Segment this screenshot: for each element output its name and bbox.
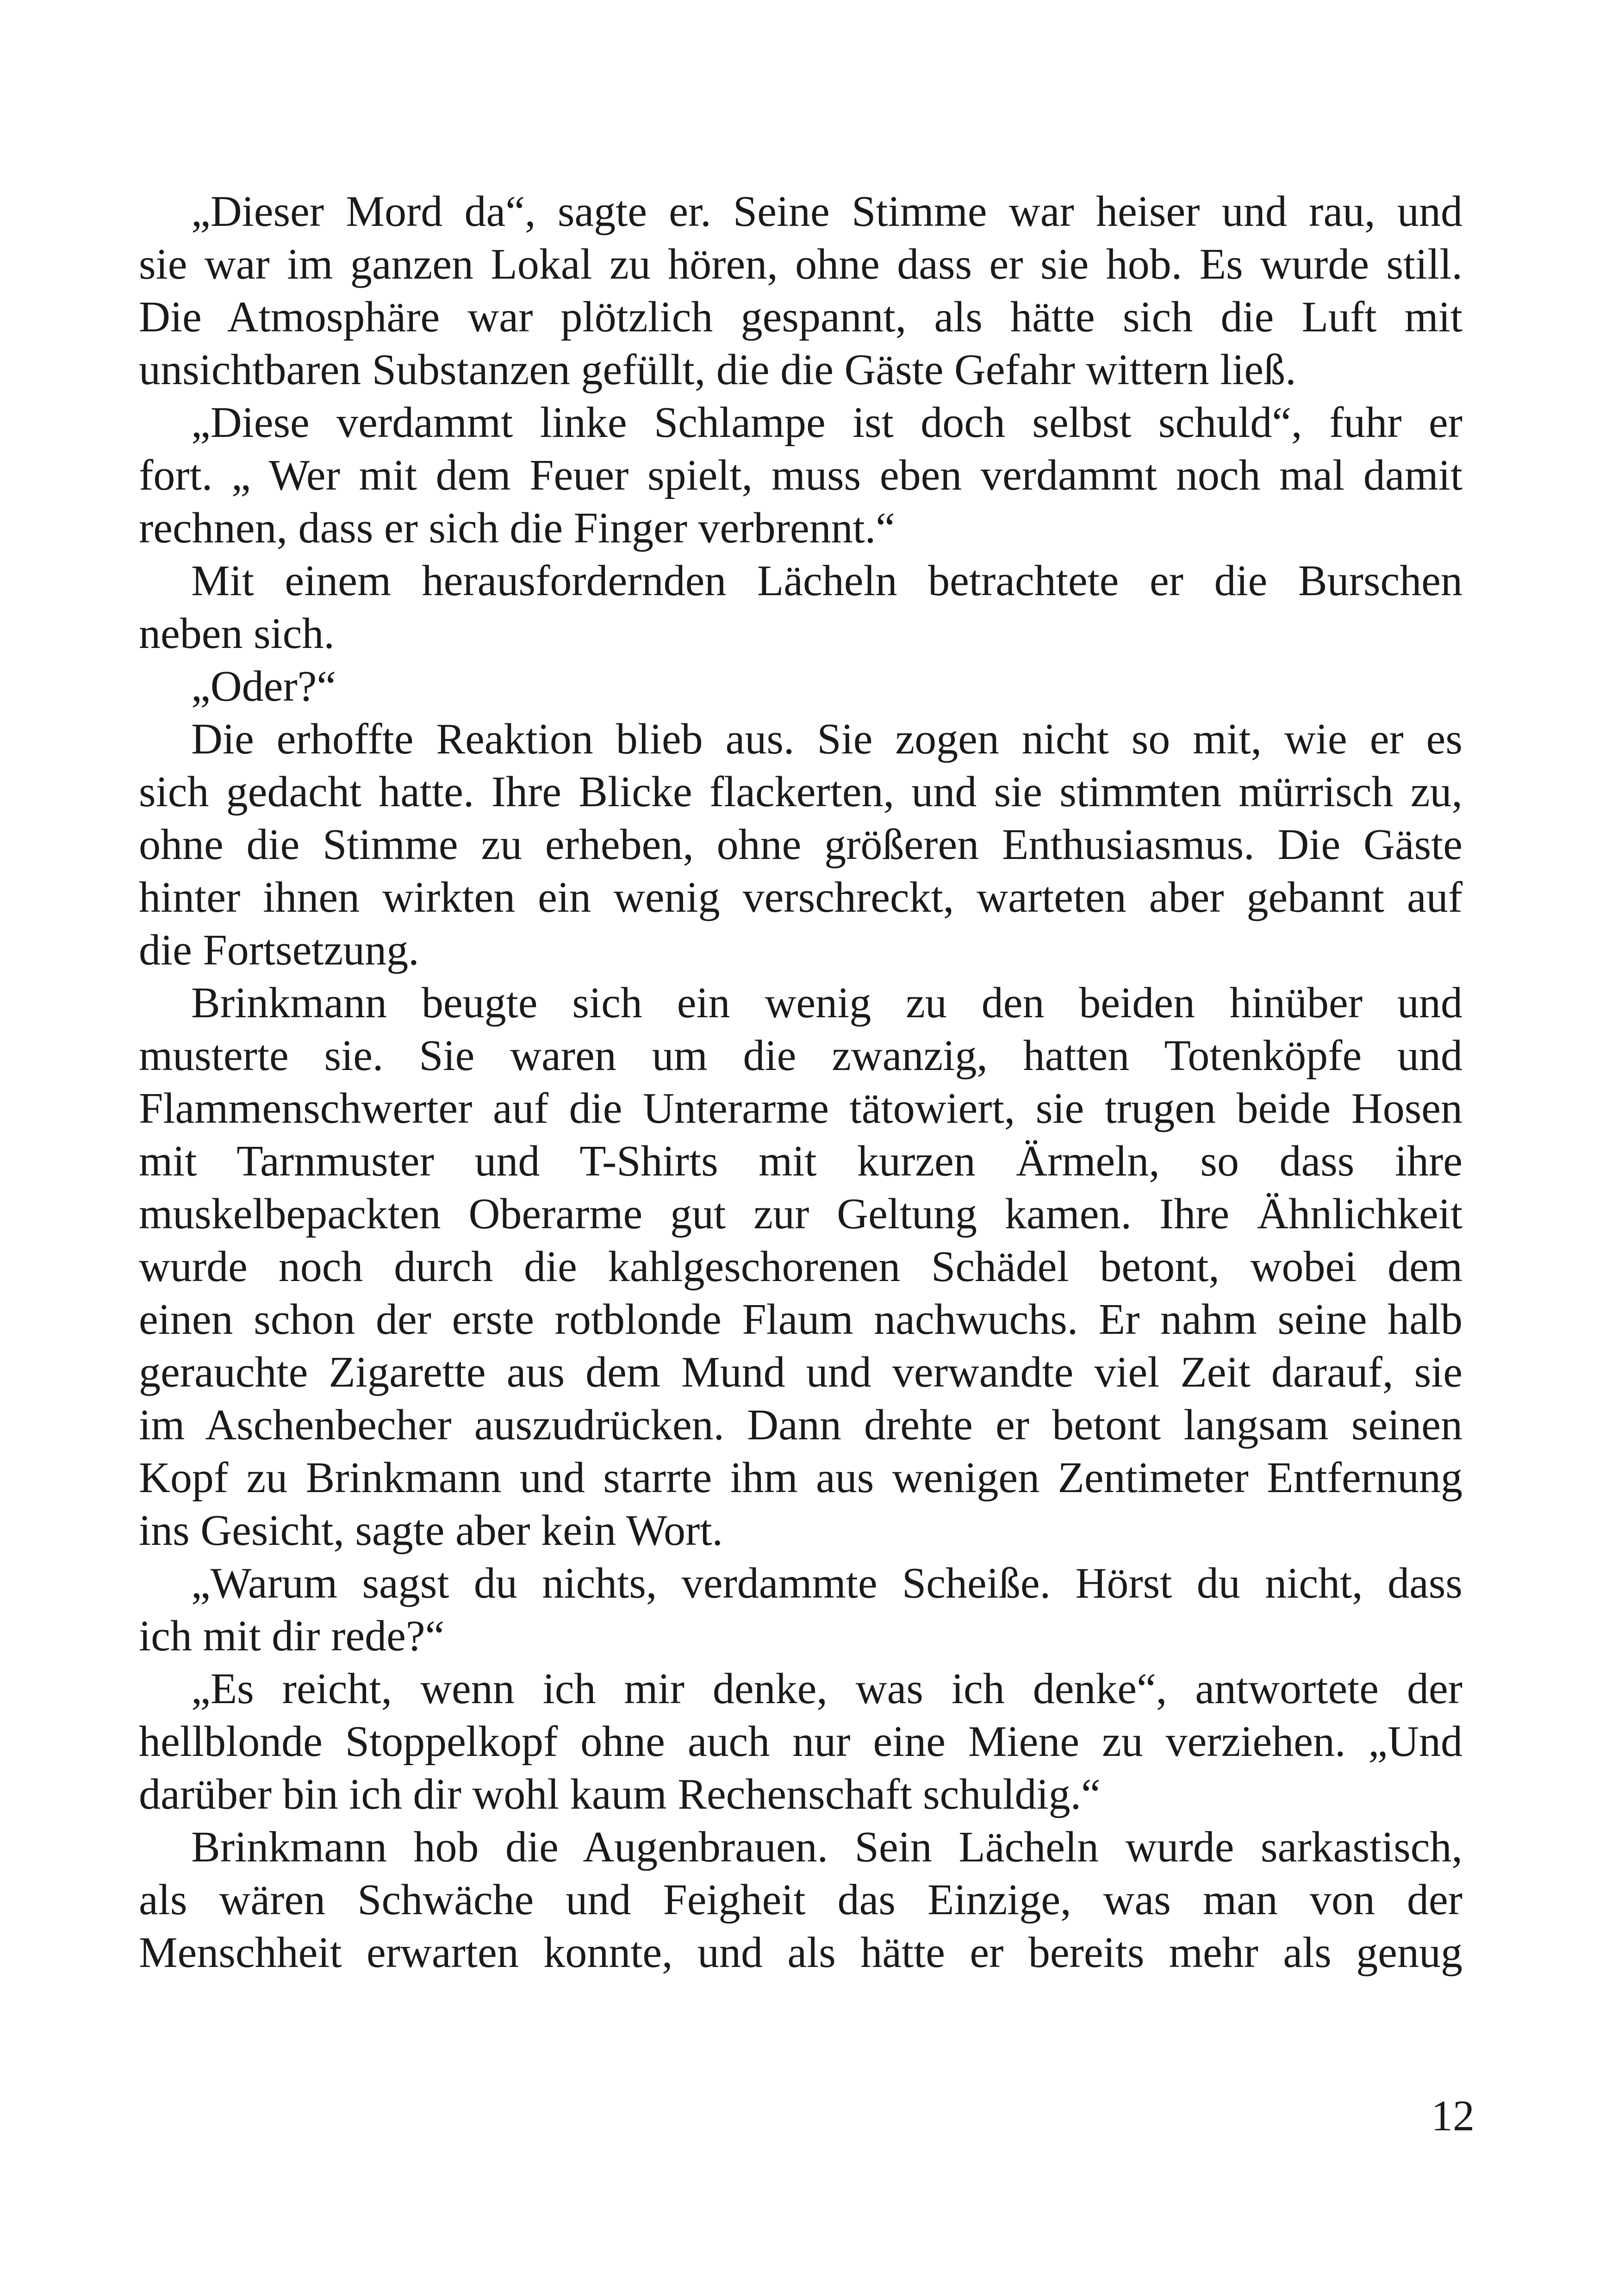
text-line: Kopf zu Brinkmann und starrte ihm aus wenigen Zentimeter Entfernung — [139, 1454, 1462, 1502]
text-line: hellblonde Stoppelkopf ohne auch nur eine Miene zu verziehen. „Und — [139, 1717, 1462, 1766]
text-line: als wären Schwäche und Feigheit das Einzige, was man von der — [139, 1876, 1462, 1924]
text-line: rechnen, dass er sich die Finger verbrennt.“ — [139, 504, 895, 552]
text-line: „Es reicht, wenn ich mir denke, was ich denke“, antwortete der — [191, 1665, 1462, 1713]
text-line: Brinkmann beugte sich ein wenig zu den beiden hinüber und — [191, 979, 1462, 1027]
text-line: ohne die Stimme zu erheben, ohne größeren Enthusiasmus. Die Gäste — [139, 821, 1462, 869]
text-line: musterte sie. Sie waren um die zwanzig, hatten Totenköpfe und — [139, 1032, 1462, 1080]
text-line: neben sich. — [139, 610, 335, 658]
text-line: Flammenschwerter auf die Unterarme tätowiert, sie trugen beide Hosen — [139, 1084, 1462, 1132]
text-line: Menschheit erwarten konnte, und als hätte er bereits mehr als genug — [139, 1929, 1462, 1977]
text-line: Die Atmosphäre war plötzlich gespannt, als hätte sich die Luft mit — [139, 293, 1462, 341]
text-line: mit Tarnmuster und T-Shirts mit kurzen Ärmeln, so dass ihre — [139, 1137, 1462, 1185]
text-line: darüber bin ich dir wohl kaum Rechenschaft schuldig.“ — [139, 1770, 1101, 1818]
text-line: Brinkmann hob die Augenbrauen. Sein Lächeln wurde sarkastisch, — [191, 1823, 1462, 1871]
text-line: muskelbepackten Oberarme gut zur Geltung kamen. Ihre Ähnlichkeit — [139, 1190, 1462, 1238]
text-line: „Dieser Mord da“, sagte er. Seine Stimme war heiser und rau, und — [191, 187, 1462, 236]
text-line: Die erhoffte Reaktion blieb aus. Sie zogen nicht so mit, wie er es — [191, 715, 1462, 763]
text-line: im Aschenbecher auszudrücken. Dann drehte er betont langsam seinen — [139, 1401, 1462, 1449]
text-line: wurde noch durch die kahlgeschorenen Schädel betont, wobei dem — [139, 1243, 1462, 1291]
page-number: 12 — [1431, 2092, 1475, 2140]
text-line: „Warum sagst du nichts, verdammte Scheiße. Hörst du nicht, dass — [191, 1559, 1462, 1607]
text-line: Mit einem herausfordernden Lächeln betrachtete er die Burschen — [191, 557, 1462, 605]
text-line: sich gedacht hatte. Ihre Blicke flackerten, und sie stimmten mürrisch zu, — [139, 768, 1462, 816]
text-line: „Diese verdammt linke Schlampe ist doch selbst schuld“, fuhr er — [191, 398, 1462, 447]
text-line: sie war im ganzen Lokal zu hören, ohne dass er sie hob. Es wurde still. — [139, 240, 1462, 288]
text-line: ins Gesicht, sagte aber kein Wort. — [139, 1506, 723, 1555]
text-line: hinter ihnen wirkten ein wenig verschreckt, warteten aber gebannt auf — [139, 873, 1462, 921]
text-line: unsichtbaren Substanzen gefüllt, die die Gäste Gefahr wittern ließ. — [139, 346, 1296, 394]
body-text — [139, 185, 1462, 1979]
text-line: gerauchte Zigarette aus dem Mund und verwandte viel Zeit darauf, sie — [139, 1348, 1462, 1396]
text-line: „Oder?“ — [191, 662, 336, 710]
text-line: fort. „ Wer mit dem Feuer spielt, muss eben verdammt noch mal damit — [139, 451, 1462, 499]
text-line: einen schon der erste rotblonde Flaum nachwuchs. Er nahm seine halb — [139, 1295, 1462, 1344]
text-line: die Fortsetzung. — [139, 926, 419, 974]
text-line: ich mit dir rede?“ — [139, 1612, 445, 1660]
